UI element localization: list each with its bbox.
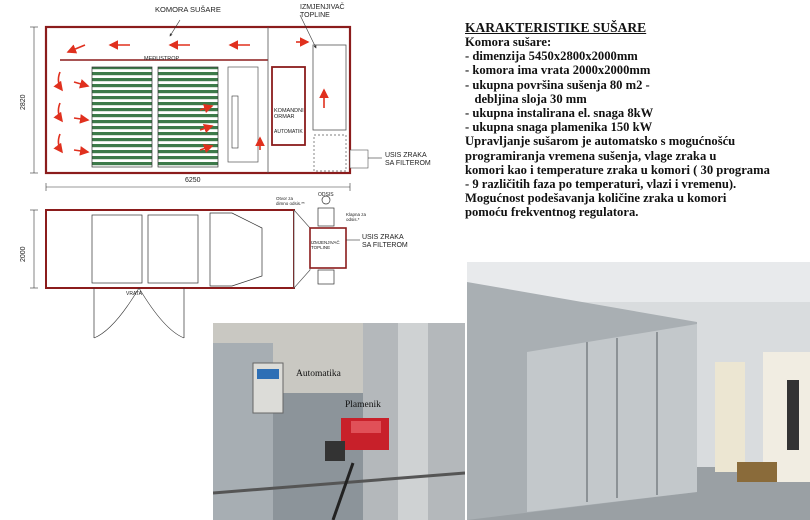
spec-line: Komora sušare:: [465, 35, 552, 49]
label-exhaust: ODSIS: [318, 192, 334, 198]
label-intake-bottom: USIS ZRAKA SA FILTEROM: [362, 234, 408, 249]
spec-line: - ukupna površina sušenja 80 m2 -: [465, 77, 650, 92]
spec-line: debljina sloja 30 mm: [465, 91, 587, 106]
automatic-label: Automatika: [296, 369, 341, 379]
spec-line: pomoću frekventnog regulatora.: [465, 205, 639, 220]
spec-line: - ukupna snaga plamenika 150 kW: [465, 120, 653, 135]
label-damper: Otvor za dimno odsis.**: [276, 196, 305, 206]
spec-line: programiranja vremena sušenja, vlage zraka u: [465, 148, 717, 163]
spec-line: - ukupna instalirana el. snaga 8kW: [465, 106, 654, 121]
dryer-chamber-photo: [467, 262, 810, 520]
label-cabinet: KOMANDNI ORMAR: [274, 108, 304, 120]
dim-height: 2820: [20, 94, 27, 110]
spec-line: - 9 različitih faza po temperaturi, vlazi i vremenu).: [465, 177, 737, 192]
label-automatic: AUTOMATIK: [274, 129, 303, 135]
label-chamber: KOMORA SUŠARE: [155, 5, 221, 14]
spec-line: Upravljanje sušarom je automatsko s mogućnošću: [465, 134, 736, 149]
label-exchanger: IZMJENJIVAČ TOPLINE: [300, 4, 345, 19]
spec-line: Mogućnost podešavanja količine zraka u komori: [465, 191, 727, 206]
specifications-block: [465, 20, 805, 220]
label-door: VRATA: [126, 291, 142, 297]
specifications-title: KARAKTERISTIKE SUŠARE: [465, 20, 647, 35]
spec-line: - komora ima vrata 2000x2000mm: [465, 63, 651, 78]
dim-width: 2000: [20, 246, 27, 262]
label-valve: Klapna za odsis.*: [346, 212, 367, 222]
spec-line: - dimenzija 5450x2800x2000mm: [465, 49, 638, 64]
plan-view: [30, 196, 360, 338]
burner-label: Plamenik: [345, 400, 381, 410]
label-exchanger-plan: IZMJENJIVAČ TOPLINE: [311, 240, 340, 250]
burner-photo: [213, 323, 465, 520]
side-section: [30, 15, 382, 191]
spec-line: komori kao i temperature zraka u komori ( 30 programa: [465, 162, 770, 177]
label-intake-top: USIS ZRAKA SA FILTEROM: [385, 152, 431, 167]
label-ceiling: MEĐUSTROP: [144, 56, 180, 62]
dim-length: 6250: [185, 177, 201, 184]
